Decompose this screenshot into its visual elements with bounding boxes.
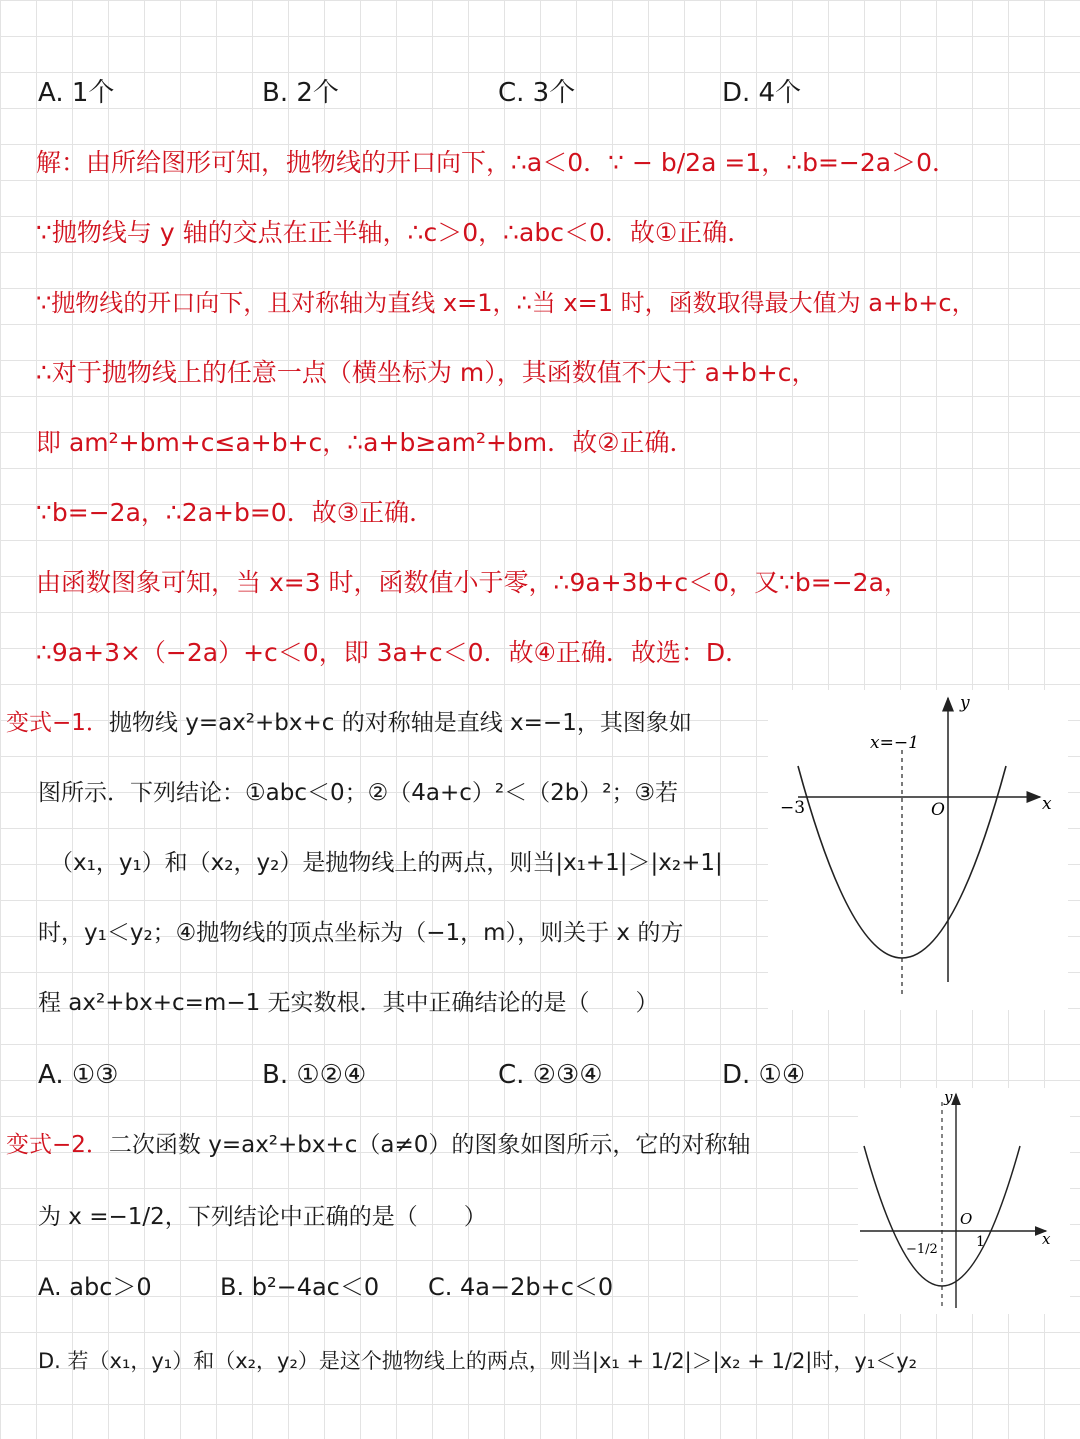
variant1-line-1 xyxy=(6,706,692,740)
solution-line-4: ∴对于抛物线上的任意一点（横坐标为 m），其函数值不大于 a+b+c， xyxy=(36,358,817,387)
variant2-tag: 变式−2． xyxy=(6,1132,109,1158)
variant1-y-label: y xyxy=(960,693,970,713)
solution-line-8: ∴9a+3×（−2a）+c＜0，即 3a+c＜0．故④正确．故选：D． xyxy=(36,638,751,667)
variant2-graph-svg xyxy=(858,1088,1070,1314)
solution-line-2: ∵抛物线与 y 轴的交点在正半轴，∴c＞0，∴abc＜0．故①正确． xyxy=(36,218,753,247)
variant2-option-b: B. b²−4ac＜0 xyxy=(220,1273,380,1301)
variant1-line-2: 图所示．下列结论：①abc＜0；②（4a+c）²＜（2b）²；③若 xyxy=(38,780,679,806)
variant1-option-b: B. ①②④ xyxy=(262,1060,367,1090)
variant1-line-5: 程 ax²+bx+c=m−1 无实数根．其中正确结论的是（ ） xyxy=(38,990,659,1016)
top-option-a: A. 1个 xyxy=(38,78,115,108)
variant1-graph-svg xyxy=(768,690,1068,1010)
variant1-graph xyxy=(768,690,1068,1010)
variant1-origin-label: O xyxy=(931,800,945,820)
variant1-option-c: C. ②③④ xyxy=(498,1060,603,1090)
variant2-x-label: x xyxy=(1042,1230,1051,1248)
variant2-tick-one: 1 xyxy=(976,1234,985,1250)
variant2-option-a: A. abc＞0 xyxy=(38,1273,152,1301)
variant1-option-a: A. ①③ xyxy=(38,1060,119,1090)
solution-line-3: ∵抛物线的开口向下，且对称轴为直线 x=1，∴当 x=1 时，函数取得最大值为 a+b+c， xyxy=(36,289,976,317)
variant1-line-3: （x₁，y₁）和（x₂，y₂）是抛物线上的两点，则当|x₁+1|＞|x₂+1| xyxy=(50,850,723,876)
variant2-text-1: 二次函数 y=ax²+bx+c（a≠0）的图象如图所示，它的对称轴 xyxy=(108,1132,751,1158)
variant1-tag: 变式−1． xyxy=(6,710,109,736)
variant2-y-label: y xyxy=(944,1088,953,1106)
solution-line-6: ∵b=−2a，∴2a+b=0．故③正确． xyxy=(36,498,435,527)
variant1-x-label: x xyxy=(1042,794,1052,814)
variant1-text-1: 抛物线 y=ax²+bx+c 的对称轴是直线 x=−1，其图象如 xyxy=(108,710,692,736)
solution-line-5: 即 am²+bm+c≤a+b+c，∴a+b≥am²+bm．故②正确． xyxy=(36,428,695,457)
variant2-option-c: C. 4a−2b+c＜0 xyxy=(428,1273,614,1301)
variant2-line-1 xyxy=(6,1128,750,1162)
solution-line-7: 由函数图象可知，当 x=3 时，函数值小于零，∴9a+3b+c＜0，又∵b=−2a， xyxy=(36,568,909,597)
variant2-line-2: 为 x =−1/2，下列结论中正确的是（ ） xyxy=(38,1204,487,1230)
top-option-b: B. 2个 xyxy=(262,78,339,108)
variant2-tick-half: −1/2 xyxy=(906,1242,938,1257)
top-option-c: C. 3个 xyxy=(498,78,576,108)
variant1-tick-label: −3 xyxy=(780,798,806,818)
variant1-line-4: 时，y₁＜y₂；④抛物线的顶点坐标为（−1，m），则关于 x 的方 xyxy=(38,920,684,946)
variant2-option-d: D. 若（x₁，y₁）和（x₂，y₂）是这个抛物线上的两点，则当|x₁ + 1/2|＞|x₂ + 1/2|时，y₁＜y₂ xyxy=(38,1349,918,1373)
variant1-symmetry-label: x=−1 xyxy=(870,733,919,753)
solution-line-1: 解：由所给图形可知，抛物线的开口向下，∴a＜0．∵ − b/2a =1，∴b=−2a＞0． xyxy=(36,148,957,177)
variant2-graph xyxy=(858,1088,1070,1314)
top-option-d: D. 4个 xyxy=(722,78,802,108)
variant2-origin-label: O xyxy=(960,1210,973,1228)
variant1-option-d: D. ①④ xyxy=(722,1060,806,1090)
